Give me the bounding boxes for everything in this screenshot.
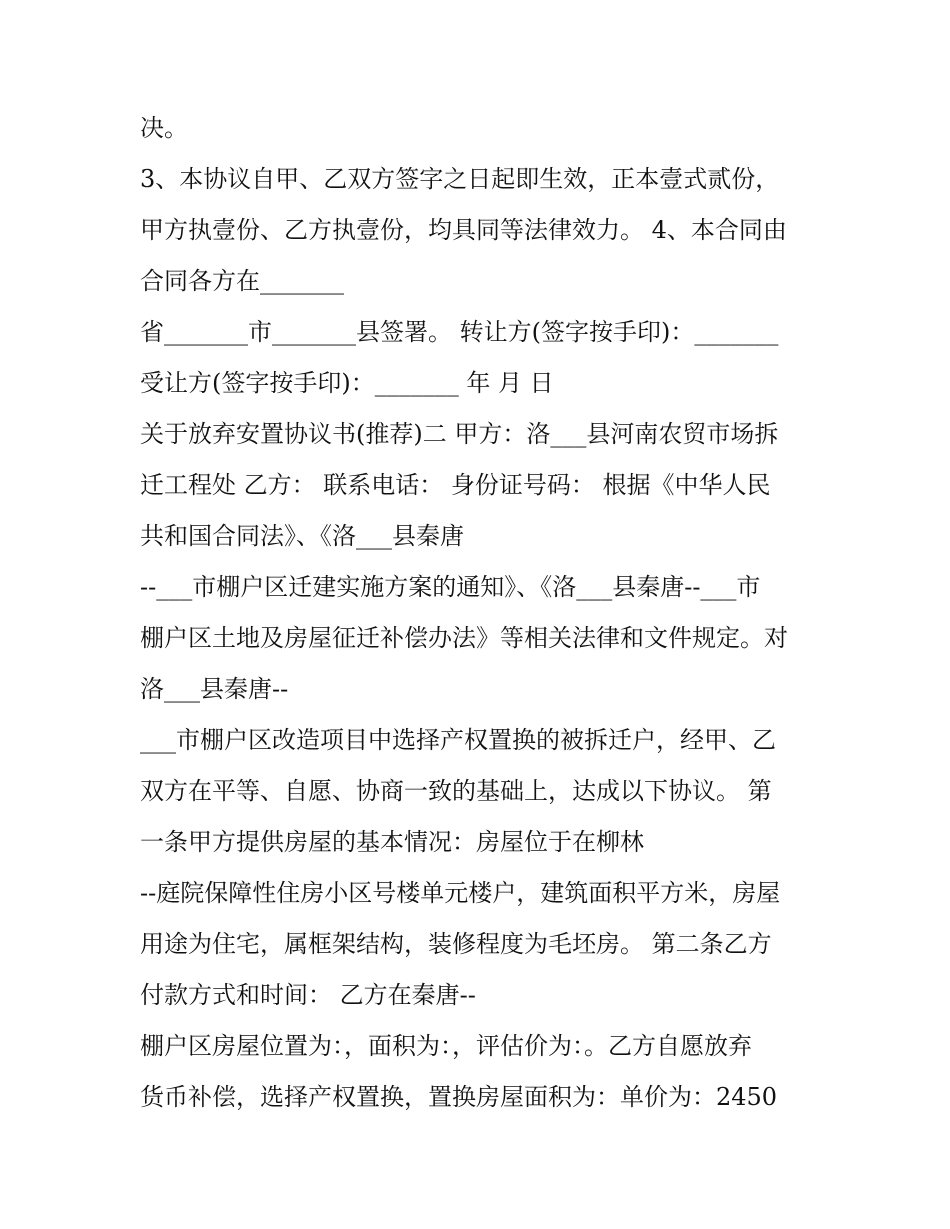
document-text-line: 合同各方在_______ <box>140 267 344 295</box>
document-text-line: 棚户区房屋位置为：，面积为：，评估价为：。乙方自愿放弃 <box>140 1032 752 1060</box>
document-text-line: 洛___县秦唐-- <box>140 675 289 703</box>
document-text-line: 付款方式和时间： 乙方在秦唐-- <box>140 981 476 1009</box>
document-text-line: 关于放弃安置协议书(推荐)二 甲方：洛___县河南农贸市场拆 <box>140 420 779 448</box>
document-text-line: --庭院保障性住房小区号楼单元楼户，建筑面积平方米，房屋 <box>140 879 781 907</box>
document-text-line: --___市棚户区迁建实施方案的通知》、《洛___县秦唐--___市 <box>140 573 761 601</box>
document-text-line: 迁工程处 乙方： 联系电话： 身份证号码： 根据《中华人民 <box>140 471 771 499</box>
document-text-line: 省_______市_______县签署。 转让方(签字按手印)：_______ <box>140 318 779 346</box>
document-text-line: ___市棚户区改造项目中选择产权置换的被拆迁户，经甲、乙 <box>140 726 776 754</box>
document-text-line: 双方在平等、自愿、协商一致的基础上，达成以下协议。 第 <box>140 777 772 805</box>
document-text-line: 棚户区土地及房屋征迁补偿办法》等相关法律和文件规定。对 <box>140 624 788 652</box>
document-text-line: 甲方执壹份、乙方执壹份，均具同等法律效力。 4、本合同由 <box>140 216 787 244</box>
document-text-line: 货币补偿，选择产权置换，置换房屋面积为：单价为：2450 <box>140 1083 778 1111</box>
document-text-line: 决。 <box>140 114 188 142</box>
document-text-line: 3、本协议自甲、乙双方签字之日起即生效，正本壹式贰份， <box>140 165 780 193</box>
document-text-line: 一条甲方提供房屋的基本情况：房屋位于在柳林 <box>140 828 644 856</box>
document-text-line: 用途为住宅，属框架结构，装修程度为毛坯房。 第二条乙方 <box>140 930 772 958</box>
document-text-line: 受让方(签字按手印)：_______ 年 月 日 <box>140 369 554 397</box>
document-text-line: 共和国合同法》、《洛___县秦唐 <box>140 522 464 550</box>
